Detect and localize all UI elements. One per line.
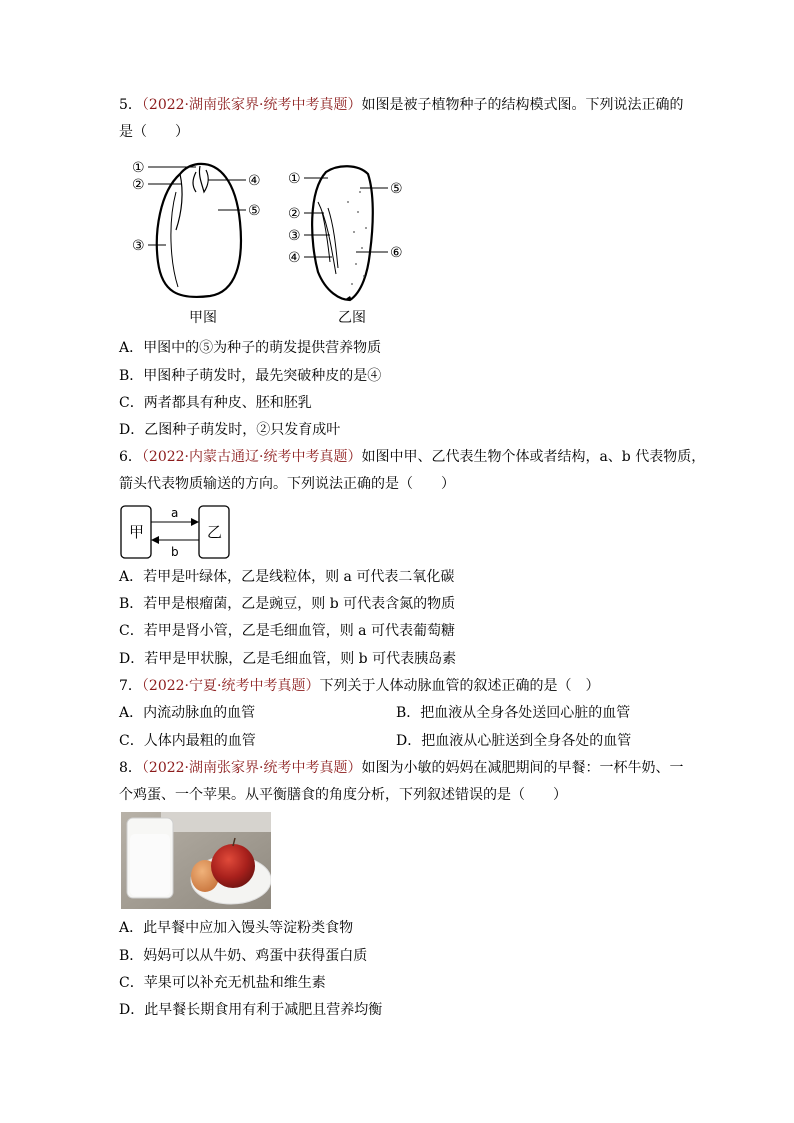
q7-option-a: A．内流动脉血的血管 [119,705,256,721]
right-label-2: ② [288,206,301,222]
q6-stem-text: 如图中甲、乙代表生物个体或者结构，a、b 代表物质， [361,449,706,465]
q6-number: 6． [119,449,142,465]
left-label-5: ⑤ [248,203,261,219]
q8-option-d: D．此早餐长期食用有利于减肥且营养均衡 [119,1002,383,1018]
bean-seed-diagram [132,160,261,297]
left-label-2: ② [132,177,145,193]
q5-stem-line1 [119,95,683,115]
q7-number: 7． [119,678,142,694]
q7-stem-line1 [119,676,599,696]
q7-stem-text: 下列关于人体动脉血管的叙述正确的是（ ） [319,678,600,694]
left-label-1: ① [132,160,145,176]
q5-number: 5． [119,97,142,113]
q8-stem-text: 如图为小敏的妈妈在减肥期间的早餐：一杯牛奶、一 [361,760,684,776]
q8-option-a: A．此早餐中应加入馒头等淀粉类食物 [119,920,354,936]
fig-left-caption: 甲图 [189,310,217,326]
right-label-3: ③ [288,228,301,244]
q5-option-c: C．两者都具有种皮、胚和胚乳 [119,395,312,411]
q6-option-c: C．若甲是肾小管，乙是毛细血管，则 a 可代表葡萄糖 [119,623,455,639]
q7-option-b: B．把血液从全身各处送回心脏的血管 [396,705,631,721]
q5-source: （2022·湖南张家界·统考中考真题） [141,97,362,113]
right-label-4: ④ [288,250,301,266]
q6-option-b: B．若甲是根瘤菌，乙是豌豆，则 b 可代表含氮的物质 [119,596,456,612]
diagram-left-box: 甲 [129,523,145,541]
q5-seed-figure [118,152,438,332]
q8-option-c: C．苹果可以补充无机盐和维生素 [119,975,326,991]
right-label-1: ① [288,171,301,187]
q5-option-d: D．乙图种子萌发时，②只发育成叶 [119,422,341,438]
corn-seed-diagram [288,166,403,300]
q6-stem-line1 [119,447,705,467]
q6-source: （2022·内蒙古通辽·统考中考真题） [141,449,362,465]
q8-source: （2022·湖南张家界·统考中考真题） [141,760,362,776]
diagram-arrow-b: b [171,545,179,559]
q6-option-d: D．若甲是甲状腺，乙是毛细血管，则 b 可代表胰岛素 [119,651,457,667]
q6-option-a: A．若甲是叶绿体，乙是线粒体，则 a 可代表二氧化碳 [119,569,455,585]
q5-option-a: A．甲图中的⑤为种子的萌发提供营养物质 [119,340,382,356]
q7-source: （2022·宁夏·统考中考真题） [141,678,320,694]
diagram-right-box: 乙 [207,523,223,541]
q6-transport-diagram [119,504,233,562]
q8-stem-line2: 个鸡蛋、一个苹果。从平衡膳食的角度分析，下列叙述错误的是（ ） [119,787,567,803]
q8-number: 8． [119,760,142,776]
q6-stem-line2: 箭头代表物质输送的方向。下列说法正确的是（ ） [119,476,455,492]
right-label-6: ⑥ [390,245,403,261]
fig-right-caption: 乙图 [338,310,366,326]
q8-stem-line1 [119,758,683,778]
right-label-5: ⑤ [390,181,403,197]
q8-breakfast-photo [121,812,271,909]
q5-option-b: B．甲图种子萌发时，最先突破种皮的是④ [119,368,382,384]
left-label-3: ③ [132,238,145,254]
left-label-4: ④ [248,173,261,189]
q5-stem-text: 如图是被子植物种子的结构模式图。下列说法正确的 [361,97,684,113]
q7-option-d: D．把血液从心脏送到全身各处的血管 [396,733,632,749]
q7-option-c: C．人体内最粗的血管 [119,733,256,749]
diagram-arrow-a: a [171,506,179,520]
q8-option-b: B．妈妈可以从牛奶、鸡蛋中获得蛋白质 [119,948,368,964]
q5-stem-line2: 是（ ） [119,124,189,140]
